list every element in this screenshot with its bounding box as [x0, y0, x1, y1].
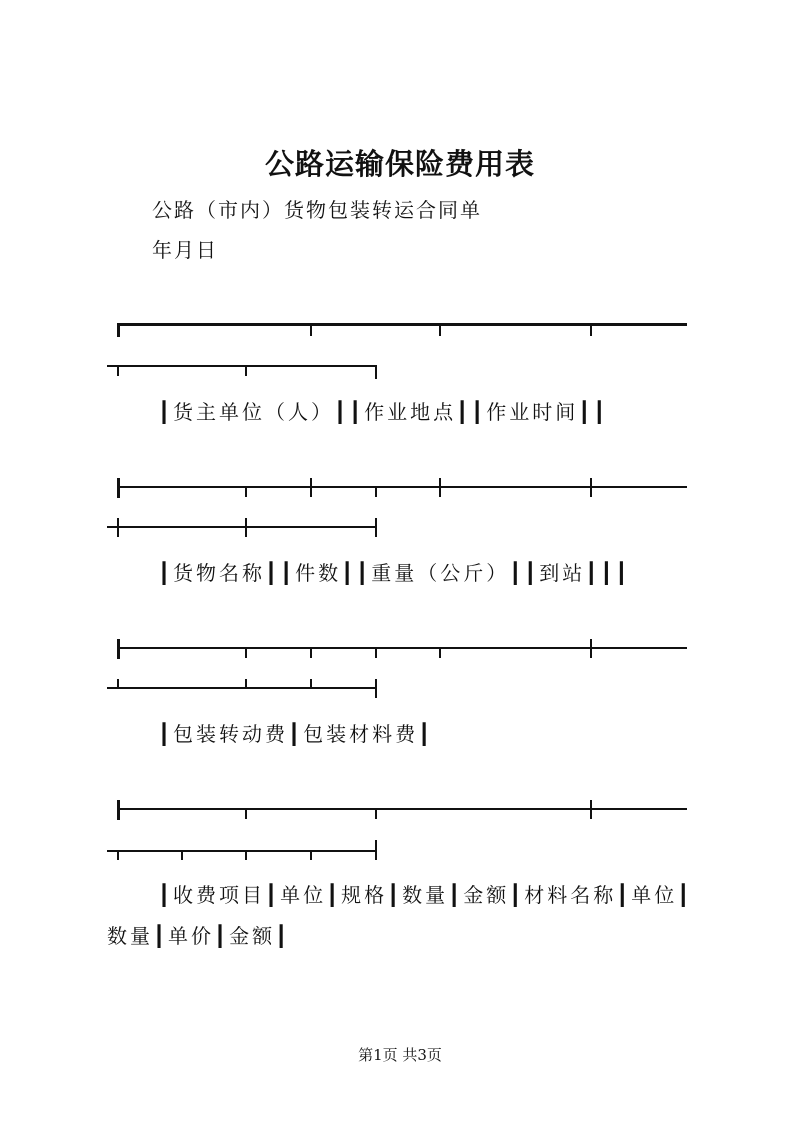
document-subtitle: 公路（市内）货物包装转运合同单	[152, 198, 482, 222]
table-row: ┃包装转动费┃包装材料费┃	[158, 722, 434, 746]
table-row: ┃货物名称┃┃件数┃┃重量（公斤）┃┃到站┃┃┃	[158, 561, 631, 585]
document-title: 公路运输保险费用表	[264, 147, 535, 181]
table-row: 数量┃单价┃金额┃	[107, 924, 291, 948]
page-footer: 第1页 共3页	[358, 1046, 442, 1064]
table-row: ┃货主单位（人）┃┃作业地点┃┃作业时间┃┃	[158, 400, 609, 424]
date-line: 年月日	[152, 238, 218, 262]
table-row: ┃收费项目┃单位┃规格┃数量┃金额┃材料名称┃单位┃	[158, 883, 693, 907]
